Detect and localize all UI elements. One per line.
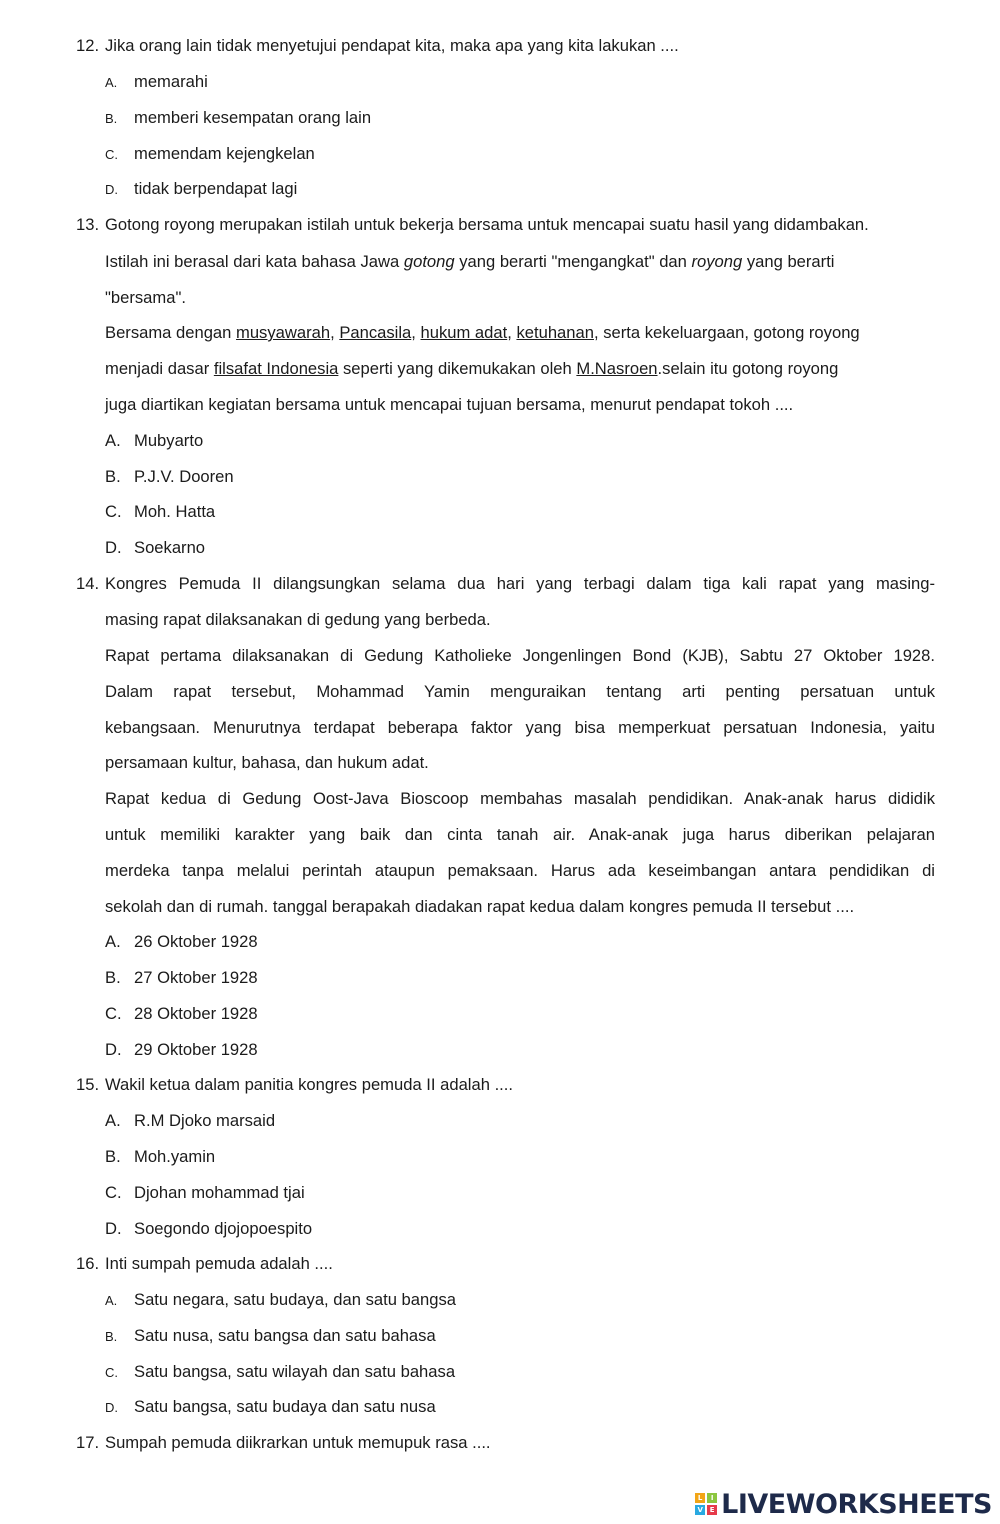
question-14-line-8: untuk memiliki karakter yang baik dan cinta tanah air. Anak-anak juga harus diberikan pelajaran — [105, 825, 935, 844]
question-14-line-7: Rapat kedua di Gedung Oost-Java Bioscoop membahas masalah pendidikan. Anak-anak harus dididik — [105, 789, 935, 808]
option-12b[interactable]: B. memberi kesempatan orang lain — [105, 108, 372, 127]
logo-tile-l: L — [695, 1493, 705, 1503]
question-13 — [76, 213, 869, 237]
option-15b[interactable]: B. Moh.yamin — [105, 1147, 216, 1166]
question-text: Inti sumpah pemuda adalah .... — [105, 1254, 333, 1273]
option-13b[interactable]: B. P.J.V. Dooren — [105, 467, 234, 486]
question-number: 13. — [76, 215, 100, 234]
option-13c[interactable]: C. Moh. Hatta — [105, 502, 216, 521]
option-14d[interactable]: D. 29 Oktober 1928 — [105, 1040, 258, 1059]
logo-tile-e: E — [707, 1505, 717, 1515]
question-number: 15. — [76, 1075, 100, 1094]
question-14 — [76, 572, 105, 596]
question-15 — [76, 1073, 513, 1097]
question-14-line-1: Kongres Pemuda II dilangsungkan selama dua hari yang terbagi dalam tiga kali rapat yang masing- — [105, 574, 935, 593]
liveworksheets-icon — [695, 1493, 717, 1515]
question-14-line-2: masing rapat dilaksanakan di gedung yang berbeda. — [105, 610, 491, 629]
logo-tile-i: I — [707, 1493, 717, 1503]
question-number: 12. — [76, 36, 100, 55]
option-12c[interactable]: C. memendam kejengkelan — [105, 144, 315, 163]
link-filsafat-indonesia[interactable]: filsafat Indonesia — [213, 359, 339, 378]
option-14b[interactable]: B. 27 Oktober 1928 — [105, 968, 258, 987]
option-13d[interactable]: D. Soekarno — [105, 538, 206, 557]
question-text: Wakil ketua dalam panitia kongres pemuda II adalah .... — [105, 1075, 514, 1094]
question-16 — [76, 1252, 333, 1276]
option-16b[interactable]: B. Satu nusa, satu bangsa dan satu bahasa — [105, 1326, 436, 1345]
question-text: Sumpah pemuda diikrarkan untuk memupuk rasa .... — [105, 1433, 491, 1452]
question-text: Jika orang lain tidak menyetujui pendapat kita, maka apa yang kita lakukan .... — [105, 36, 679, 55]
option-13a[interactable]: A. Mubyarto — [105, 431, 204, 450]
question-13-line-3: "bersama". — [105, 288, 186, 307]
question-14-line-6: persamaan kultur, bahasa, dan hukum adat. — [105, 753, 429, 772]
option-12a[interactable]: A. memarahi — [105, 72, 208, 91]
question-number: 17. — [76, 1433, 100, 1452]
link-ketuhanan[interactable]: ketuhanan — [516, 323, 594, 342]
option-12d[interactable]: D. tidak berpendapat lagi — [105, 179, 298, 198]
option-16c[interactable]: C. Satu bangsa, satu wilayah dan satu bahasa — [105, 1362, 456, 1381]
option-14c[interactable]: C. 28 Oktober 1928 — [105, 1004, 258, 1023]
question-14-line-9: merdeka tanpa melalui perintah ataupun pemaksaan. Harus ada keseimbangan antara pendidikan di — [105, 861, 935, 880]
brand-name: LIVEWORKSHEETS — [721, 1488, 992, 1520]
question-13-line-4: Bersama dengan musyawarah, Pancasila, hukum adat, ketuhanan, serta kekeluargaan, gotong royong — [105, 323, 860, 342]
question-text-line: Gotong royong merupakan istilah untuk bekerja bersama untuk mencapai suatu hasil yang didambakan. — [105, 215, 869, 234]
question-13-line-5: menjadi dasar filsafat Indonesia seperti yang dikemukakan oleh M.Nasroen.selain itu gotong royong — [105, 359, 839, 378]
link-musyawarah[interactable]: musyawarah — [236, 323, 331, 342]
question-17 — [76, 1431, 491, 1455]
link-pancasila[interactable]: Pancasila — [339, 323, 412, 342]
question-14-line-4: Dalam rapat tersebut, Mohammad Yamin menguraikan tentang arti penting persatuan untuk — [105, 682, 935, 701]
option-14a[interactable]: A. 26 Oktober 1928 — [105, 932, 258, 951]
option-15c[interactable]: C. Djohan mohammad tjai — [105, 1183, 305, 1202]
option-15d[interactable]: D. Soegondo djojopoespito — [105, 1219, 313, 1238]
option-16a[interactable]: A. Satu negara, satu budaya, dan satu bangsa — [105, 1290, 456, 1309]
link-hukum-adat[interactable]: hukum adat — [420, 323, 508, 342]
question-13-line-6: juga diartikan kegiatan bersama untuk mencapai tujuan bersama, menurut pendapat tokoh .... — [105, 395, 794, 414]
question-14-line-3: Rapat pertama dilaksanakan di Gedung Katholieke Jongenlingen Bond (KJB), Sabtu 27 Oktober 1928. — [105, 646, 935, 665]
question-number: 16. — [76, 1254, 100, 1273]
question-13-line-2: Istilah ini berasal dari kata bahasa Jawa gotong yang berarti "mengangkat" dan royong yang berarti — [105, 252, 835, 271]
link-m-nasroen[interactable]: M.Nasroen — [576, 359, 658, 378]
question-number: 14. — [76, 574, 100, 593]
question-12 — [76, 34, 679, 58]
logo-tile-v: V — [695, 1505, 705, 1515]
option-16d[interactable]: D. Satu bangsa, satu budaya dan satu nusa — [105, 1397, 436, 1416]
liveworksheets-logo[interactable] — [695, 1488, 992, 1520]
question-14-line-5: kebangsaan. Menurutnya terdapat beberapa faktor yang bisa memperkuat persatuan Indonesia, yaitu — [105, 718, 935, 737]
question-14-line-10: sekolah dan di rumah. tanggal berapakah diadakan rapat kedua dalam kongres pemuda II tersebut .... — [105, 897, 855, 916]
option-15a[interactable]: A. R.M Djoko marsaid — [105, 1111, 276, 1130]
